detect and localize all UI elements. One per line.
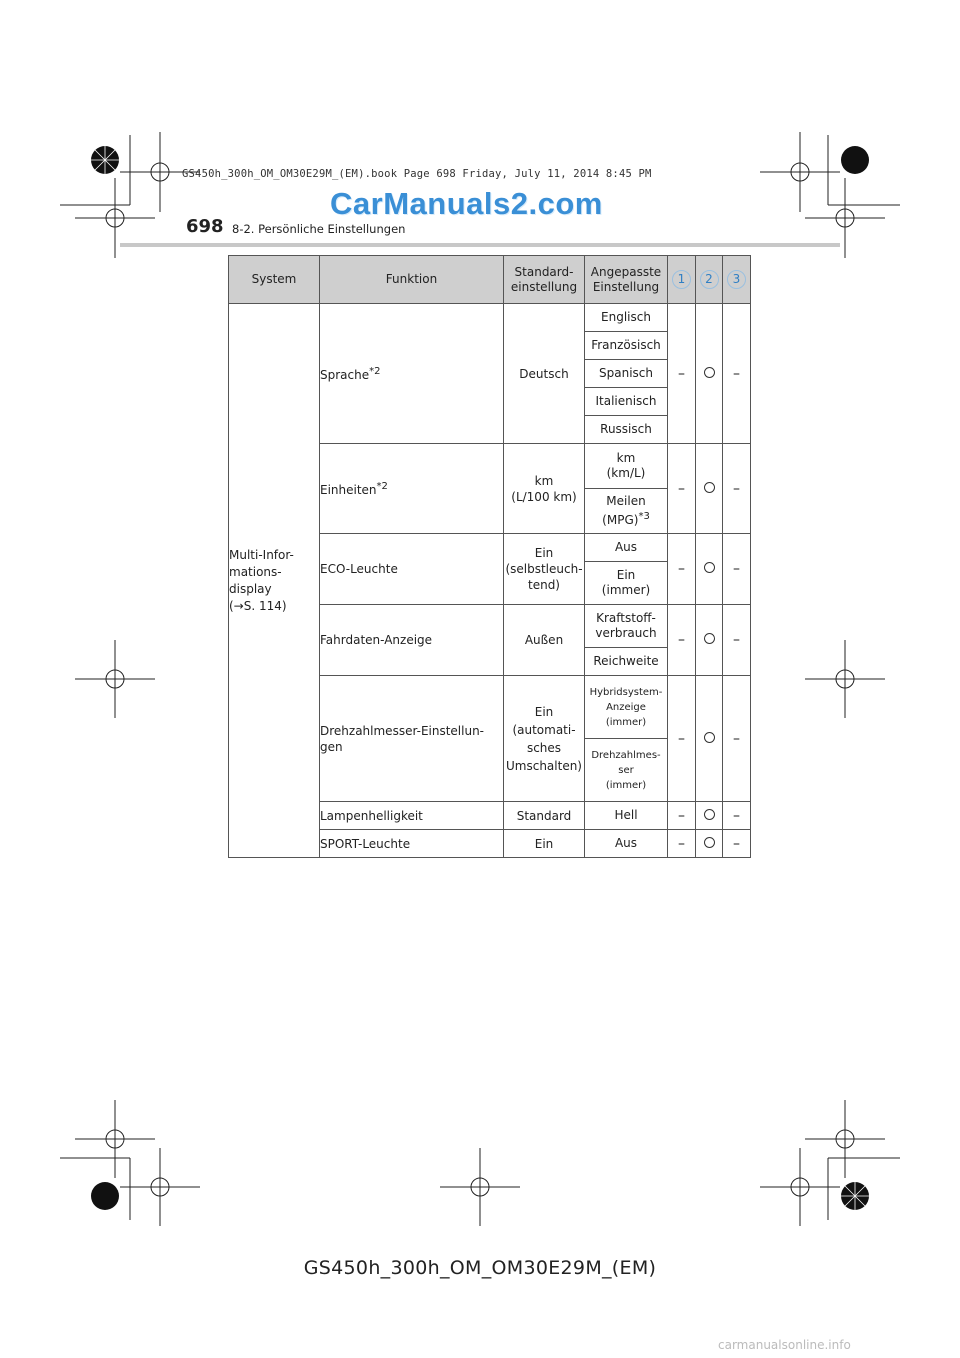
circle-icon: [704, 562, 715, 573]
standard-drehzahl: Ein (automati- sches Umschalten): [504, 676, 585, 802]
option-cell: Englisch: [585, 304, 668, 332]
circle-cell: [696, 605, 723, 676]
option-cell: Reichweite: [585, 648, 668, 676]
dash-cell: –: [668, 830, 696, 858]
option-cell: Kraftstoff- verbrauch: [585, 605, 668, 648]
header-funktion: Funktion: [320, 256, 504, 304]
header-col3: [723, 256, 751, 304]
circle-cell: [696, 830, 723, 858]
site-watermark: carmanualsonline.info: [718, 1338, 851, 1352]
header-standard: Standard- einstellung: [504, 256, 585, 304]
standard-lampen: Standard: [504, 802, 585, 830]
funktion-sport: SPORT-Leuchte: [320, 830, 504, 858]
circle-icon: [704, 367, 715, 378]
dash-cell: –: [723, 802, 751, 830]
dash-cell: –: [723, 534, 751, 605]
number-1-badge: 1: [672, 270, 691, 289]
dash-cell: –: [723, 676, 751, 802]
watermark-logo: CarManuals2.com: [330, 186, 603, 221]
funktion-drehzahl: Drehzahlmesser-Einstellun- gen: [320, 676, 504, 802]
page-number: 698: [186, 216, 224, 237]
standard-fahrdaten: Außen: [504, 605, 585, 676]
circle-cell: [696, 676, 723, 802]
circle-cell: [696, 444, 723, 534]
funktion-lampen: Lampenhelligkeit: [320, 802, 504, 830]
standard-einheiten: km (L/100 km): [504, 444, 585, 534]
circle-icon: [704, 482, 715, 493]
dash-cell: –: [668, 605, 696, 676]
option-cell: Ein (immer): [585, 562, 668, 605]
option-cell: km (km/L): [585, 444, 668, 489]
standard-sport: Ein: [504, 830, 585, 858]
circle-icon: [704, 837, 715, 848]
header-angepasst: Angepasste Einstellung: [585, 256, 668, 304]
dash-cell: –: [668, 534, 696, 605]
option-cell: Italienisch: [585, 388, 668, 416]
dash-cell: –: [668, 444, 696, 534]
option-cell: Französisch: [585, 332, 668, 360]
settings-table: [228, 255, 751, 858]
option-cell: Aus: [585, 534, 668, 562]
table-row: [229, 304, 751, 332]
circle-icon: [704, 809, 715, 820]
option-cell: Aus: [585, 830, 668, 858]
header-rule: [120, 243, 840, 247]
option-cell: Hell: [585, 802, 668, 830]
funktion-einheiten: Einheiten$^{*2}$: [320, 444, 504, 534]
circle-icon: [704, 633, 715, 644]
number-3-badge: 3: [727, 270, 746, 289]
table-header-row: [229, 256, 751, 304]
circle-cell: [696, 802, 723, 830]
funktion-sprache: Sprache$^{*2}$: [320, 304, 504, 444]
dash-cell: –: [723, 444, 751, 534]
option-cell: Russisch: [585, 416, 668, 444]
dash-cell: –: [723, 304, 751, 444]
section-title: 8-2. Persönliche Einstellungen: [232, 222, 406, 236]
header-col1: [668, 256, 696, 304]
funktion-fahrdaten: Fahrdaten-Anzeige: [320, 605, 504, 676]
dash-cell: –: [668, 304, 696, 444]
option-cell: Hybridsystem- Anzeige (immer): [585, 676, 668, 739]
header-col2: [696, 256, 723, 304]
funktion-eco: ECO-Leuchte: [320, 534, 504, 605]
dash-cell: –: [723, 605, 751, 676]
option-cell: Meilen (MPG)$^{*3}$: [585, 489, 668, 534]
circle-cell: [696, 534, 723, 605]
circle-cell: [696, 304, 723, 444]
option-cell: Spanisch: [585, 360, 668, 388]
number-2-badge: 2: [700, 270, 719, 289]
standard-sprache: Deutsch: [504, 304, 585, 444]
header-system: System: [229, 256, 320, 304]
print-info: GS450h_300h_OM_OM30E29M_(EM).book Page 698 Friday, July 11, 2014 8:45 PM: [182, 168, 652, 180]
system-cell: Multi-Infor- mations- display (→S. 114): [229, 304, 320, 858]
dash-cell: –: [668, 802, 696, 830]
option-cell: Drehzahlmes- ser (immer): [585, 739, 668, 802]
standard-eco: Ein (selbstleuch- tend): [504, 534, 585, 605]
document-id: GS450h_300h_OM_OM30E29M_(EM): [303, 1257, 657, 1279]
dash-cell: –: [668, 676, 696, 802]
circle-icon: [704, 732, 715, 743]
dash-cell: –: [723, 830, 751, 858]
